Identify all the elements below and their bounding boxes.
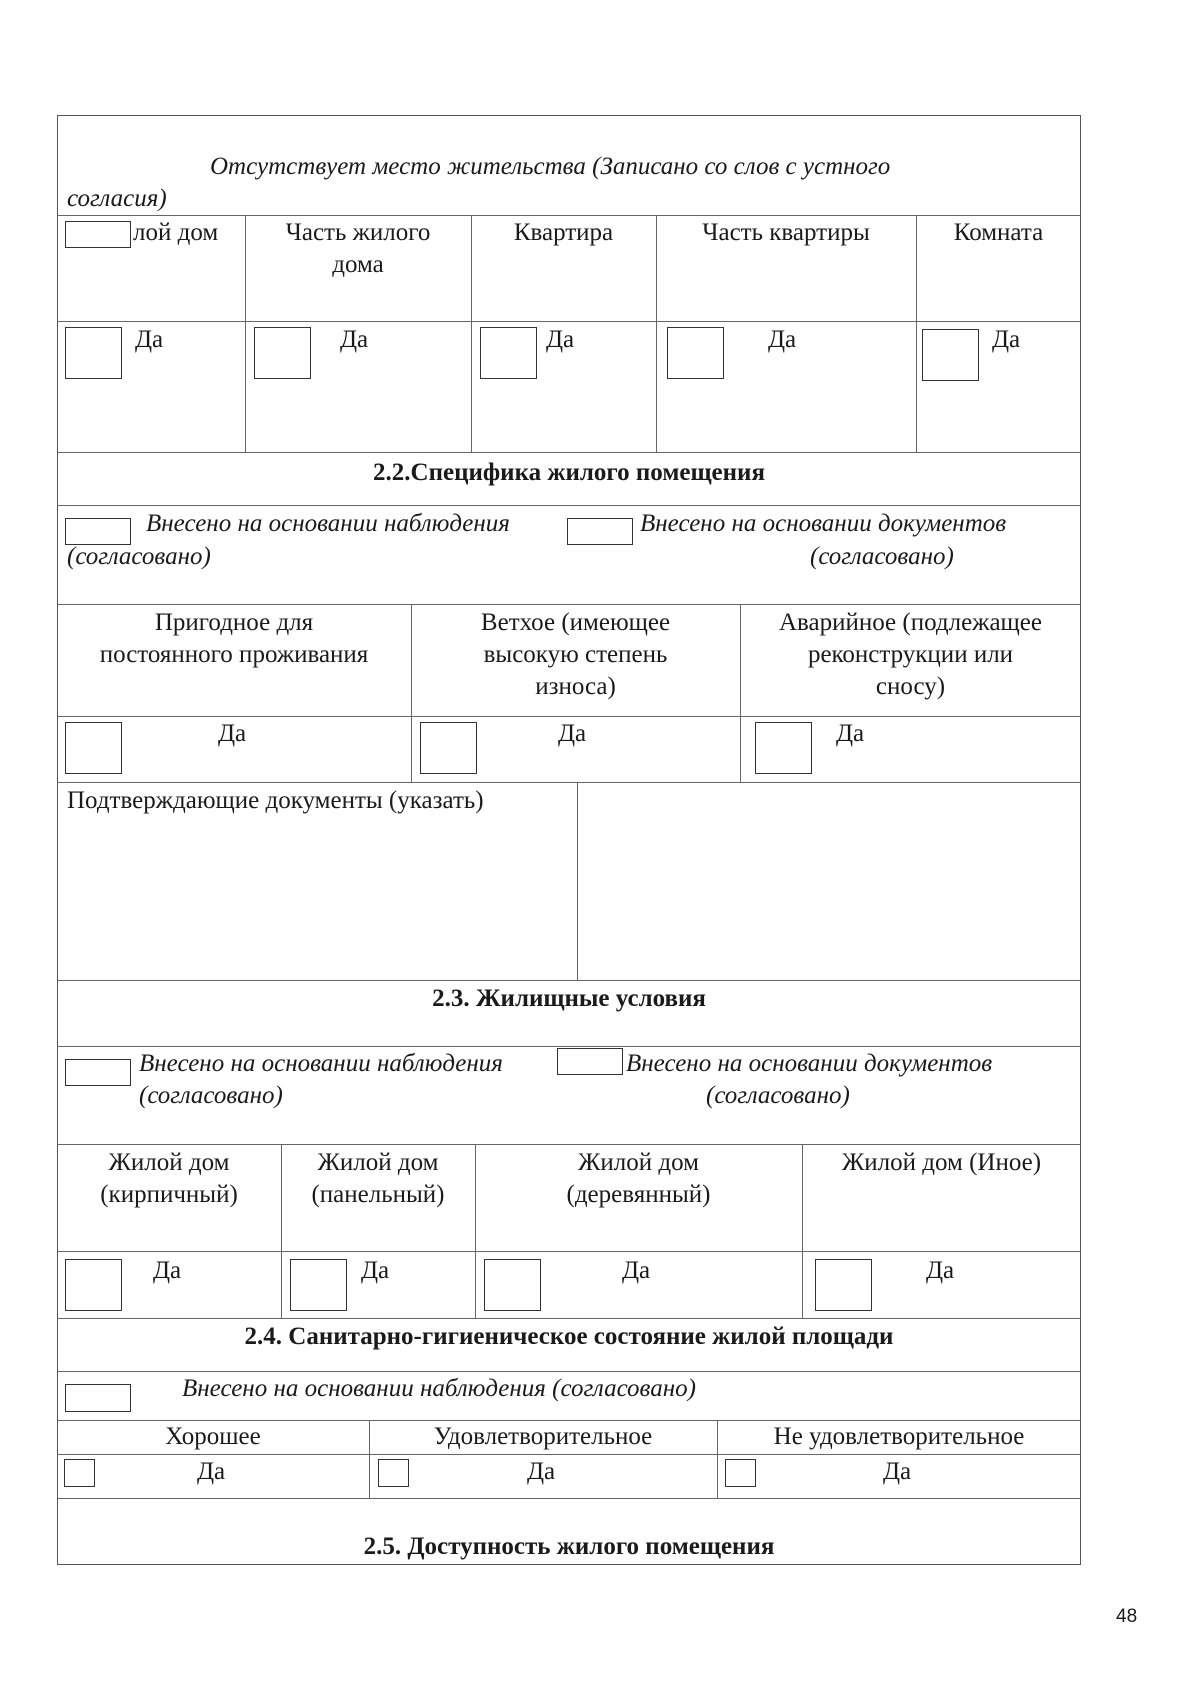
checkbox[interactable] xyxy=(420,722,477,774)
checkbox[interactable] xyxy=(484,1259,541,1311)
row-divider xyxy=(57,321,1081,322)
header-house: лой дом xyxy=(133,219,219,246)
section-2-2-title: 2.2.Специфика жилого помещения xyxy=(373,459,765,486)
yes-label: Да xyxy=(546,326,575,353)
row-divider xyxy=(57,782,1081,783)
documents-label: Внесено на основании документов xyxy=(640,510,1007,537)
header-dilapidated: Ветхое (имеющее высокую степень износа) xyxy=(480,609,671,700)
header-wooden: Жилой дом (деревянный) xyxy=(566,1149,711,1208)
checkbox[interactable] xyxy=(65,221,131,248)
checkbox[interactable] xyxy=(290,1259,347,1311)
documents-agreed: (согласовано) xyxy=(706,1082,850,1109)
note-line-1: Отсутствует место жительства (Записано со слов с устного xyxy=(210,153,891,180)
yes-label: Да xyxy=(558,720,587,747)
observation-label: Внесено на основании наблюдения xyxy=(146,510,510,537)
yes-label: Да xyxy=(197,1458,226,1485)
row-divider xyxy=(57,1454,1081,1455)
row-divider xyxy=(57,1251,1081,1252)
section-2-3-title: 2.3. Жилищные условия xyxy=(432,985,706,1012)
yes-label: Да xyxy=(135,326,164,353)
header-part-house: Часть жилого дома xyxy=(285,219,431,278)
yes-label: Да xyxy=(153,1257,182,1284)
yes-label: Да xyxy=(340,326,369,353)
checkbox[interactable] xyxy=(64,1459,95,1487)
checkbox[interactable] xyxy=(725,1459,756,1487)
row-divider xyxy=(57,604,1081,605)
checkbox[interactable] xyxy=(65,1059,131,1086)
row-divider xyxy=(57,1046,1081,1047)
page-number: 48 xyxy=(1116,1606,1138,1627)
yes-label: Да xyxy=(527,1458,556,1485)
checkbox[interactable] xyxy=(922,329,979,381)
row-divider xyxy=(57,1371,1081,1372)
supporting-docs-field[interactable] xyxy=(578,784,1080,979)
section-2-4-title: 2.4. Санитарно-гигиеническое состояние жилой площади xyxy=(244,1323,894,1350)
header-room: Комната xyxy=(953,219,1044,246)
header-panel: Жилой дом (панельный) xyxy=(311,1149,445,1208)
observation-agreed: (согласовано) xyxy=(67,543,211,570)
checkbox[interactable] xyxy=(65,1259,122,1311)
supporting-docs-label: Подтверждающие документы (указать) xyxy=(67,787,484,814)
header-part-apartment: Часть квартиры xyxy=(702,219,870,246)
yes-label: Да xyxy=(836,720,865,747)
col-divider xyxy=(471,215,472,452)
row-divider xyxy=(57,452,1081,453)
row-divider xyxy=(57,1498,1081,1499)
yes-label: Да xyxy=(926,1257,955,1284)
yes-label: Да xyxy=(622,1257,651,1284)
row-divider xyxy=(57,1144,1081,1145)
row-divider xyxy=(57,1318,1081,1319)
note-line-2: согласия) xyxy=(67,185,167,212)
checkbox[interactable] xyxy=(65,327,122,379)
header-satisfactory: Удовлетворительное xyxy=(433,1423,653,1450)
checkbox[interactable] xyxy=(65,722,122,774)
checkbox[interactable] xyxy=(667,327,724,379)
observation-label: Внесено на основании наблюдения xyxy=(139,1050,503,1077)
checkbox[interactable] xyxy=(755,722,812,774)
checkbox[interactable] xyxy=(378,1459,409,1487)
header-suitable: Пригодное для постоянного проживания xyxy=(99,609,369,668)
yes-label: Да xyxy=(218,720,247,747)
row-divider xyxy=(57,215,1081,216)
yes-label: Да xyxy=(768,326,797,353)
col-divider xyxy=(916,215,917,452)
checkbox[interactable] xyxy=(557,1048,623,1075)
col-divider xyxy=(656,215,657,452)
header-unsatisfactory: Не удовлетворительное xyxy=(773,1423,1025,1450)
header-other: Жилой дом (Иное) xyxy=(841,1149,1042,1176)
yes-label: Да xyxy=(361,1257,390,1284)
header-emergency: Аварийное (подлежащее реконструкции или сносу) xyxy=(778,609,1042,700)
checkbox[interactable] xyxy=(254,327,311,379)
observation-label: Внесено на основании наблюдения (согласовано) xyxy=(182,1375,696,1402)
section-2-5-title: 2.5. Доступность жилого помещения xyxy=(363,1533,775,1560)
checkbox[interactable] xyxy=(567,518,633,545)
row-divider xyxy=(57,980,1081,981)
yes-label: Да xyxy=(883,1458,912,1485)
documents-label: Внесено на основании документов xyxy=(626,1050,993,1077)
header-good: Хорошее xyxy=(165,1423,261,1450)
observation-agreed: (согласовано) xyxy=(139,1082,283,1109)
checkbox[interactable] xyxy=(480,327,537,379)
documents-agreed: (согласовано) xyxy=(810,543,954,570)
row-divider xyxy=(57,505,1081,506)
header-brick: Жилой дом (кирпичный) xyxy=(100,1149,238,1208)
header-apartment: Квартира xyxy=(513,219,614,246)
row-divider xyxy=(57,716,1081,717)
yes-label: Да xyxy=(992,326,1021,353)
checkbox[interactable] xyxy=(65,1384,131,1412)
checkbox[interactable] xyxy=(815,1259,872,1311)
